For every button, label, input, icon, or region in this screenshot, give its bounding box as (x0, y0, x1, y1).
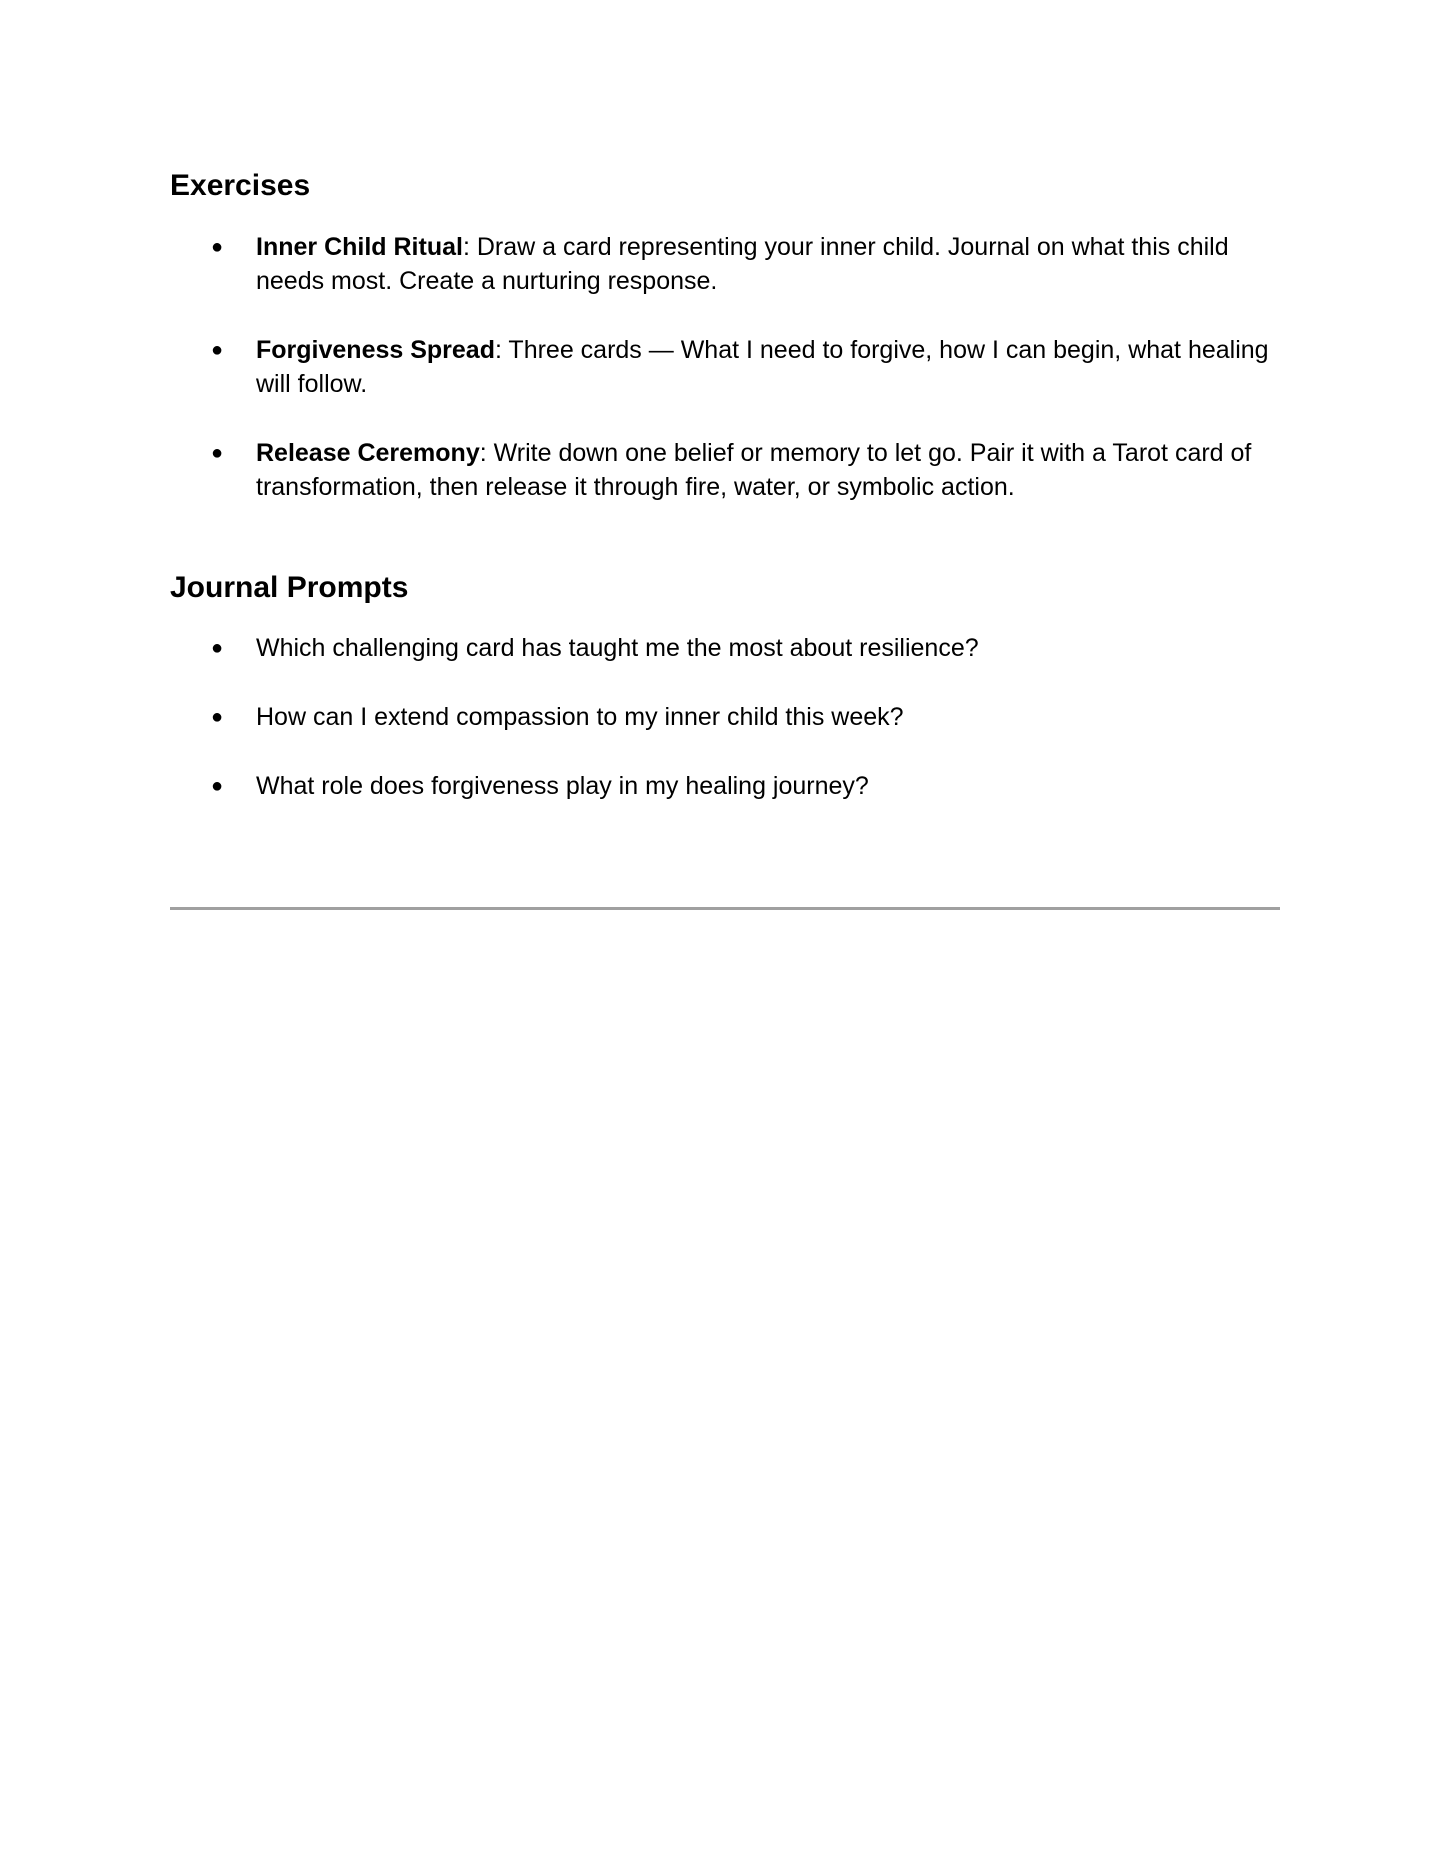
list-item (170, 769, 1280, 803)
exercise-text: : Three cards — What I need to forgive, how I can begin, what healing will follow. (256, 336, 1269, 398)
exercise-text: : Write down one belief or memory to let go. Pair it with a Tarot card of transformation, then release it through fire, water, or symbolic action. (256, 439, 1252, 501)
bullet-icon: ● (211, 236, 224, 258)
exercises-list (170, 230, 1280, 504)
prompt-text: What role does forgiveness play in my healing journey? (256, 772, 869, 800)
journal-prompts-heading: Journal Prompts (170, 571, 409, 604)
bullet-icon: ● (211, 637, 224, 659)
prompt-text: How can I extend compassion to my inner child this week? (256, 703, 904, 731)
list-item (170, 700, 1280, 734)
prompt-text: Which challenging card has taught me the most about resilience? (256, 634, 979, 662)
bullet-icon: ● (211, 339, 224, 361)
horizontal-divider (170, 907, 1280, 910)
exercise-title: Inner Child Ritual (256, 233, 463, 261)
list-item (170, 333, 1280, 401)
journal-prompts-list (170, 631, 1280, 803)
list-item (170, 631, 1280, 665)
exercise-text: : Draw a card representing your inner child. Journal on what this child needs most. Create a nurturing response. (256, 233, 1229, 295)
bullet-icon: ● (211, 775, 224, 797)
document-page (170, 168, 1280, 803)
exercises-heading: Exercises (170, 169, 311, 202)
exercise-title: Forgiveness Spread (256, 336, 495, 364)
list-item (170, 436, 1280, 504)
bullet-icon: ● (211, 442, 224, 464)
bullet-icon: ● (211, 706, 224, 728)
exercise-title: Release Ceremony (256, 439, 480, 467)
list-item (170, 230, 1280, 298)
